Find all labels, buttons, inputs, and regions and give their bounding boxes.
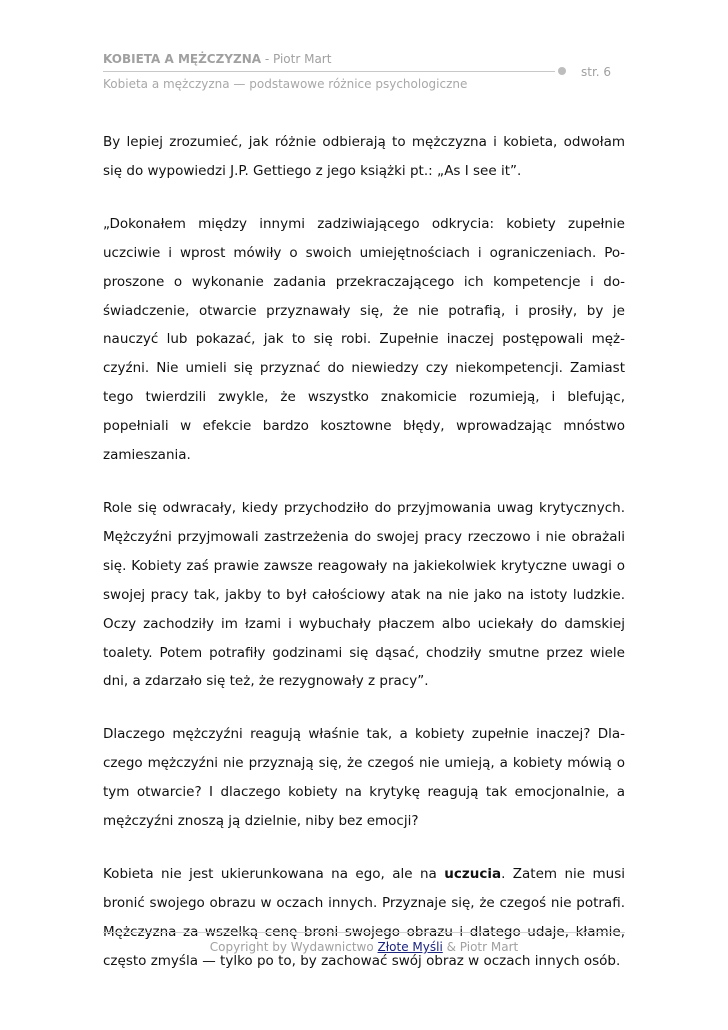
header-divider [103,71,555,72]
paragraph-3-quote: Role się odwracały, kiedy przychodziło do przyjmowania uwag krytycznych. Mężczyźni przyjmowali zastrzeżenia do swojej pracy rzeczowo i nie obrażali się. Kobiety zaś prawie zawsze reagowały na jakiekolwiek krytyczne uwagi o swojej pracy tak, jakby to był całościowy atak na nie jako na istoty ludzkie. Oczy zachodziły im łzami i wybuchały płaczem albo uciekały do damskiej toalety. Potem potrafiły godzinami się dąsać, chodziły smutne przez wiele dni, a zdarzało się też, że rezygnowały z pracy”. [103,499,625,690]
header-title [103,51,625,67]
copyright-suffix: & Piotr Mart [442,940,519,954]
author-name: Piotr Mart [273,52,332,66]
footer-divider [103,932,625,933]
emphasis-feelings: uczucia [444,865,502,882]
page-footer [103,940,625,954]
page-header [103,51,625,91]
chapter-subtitle: Kobieta a mężczyzna — podstawowe różnice psychologiczne [103,77,468,91]
book-title: KOBIETA A MĘŻCZYZNA [103,52,262,66]
paragraph-5-start: Kobieta nie jest ukierunkowana na ego, ale na [103,865,445,882]
publisher-link[interactable]: Złote Myśli [377,940,443,954]
title-separator: - [261,52,273,66]
page-number: str. 6 [581,65,612,79]
bullet-dot-icon [558,67,566,75]
paragraph-5-end: . Zatem nie musi bronić swojego obrazu w oczach innych. Przyznaje się, że czegoś nie potrafi. Mężczyzna za wszelką cenę broni swojego obrazu i dlatego udaje, kłamie, często zmyśla — tylko po to, by zachować swój obraz w oczach innych osób. [103,865,626,969]
paragraph-1: By lepiej zrozumieć, jak różnie odbierają to mężczyzna i kobieta, odwołam się do wypowiedzi J.P. Gettiego z jego książki pt.: „As I see it”. [103,134,625,179]
main-text [103,128,625,976]
copyright-prefix: Copyright by Wydawnictwo [209,940,378,954]
paragraph-5 [103,860,625,976]
paragraph-2-quote: „Dokonałem między innymi zadziwiającego odkrycia: kobiety zupełnie uczciwie i wprost mówiły o swoich umiejętnościach i ograniczeniach. Poproszone o wykonanie zadania przekraczającego ich kompetencje i doświadczenie, otwarcie przyznawały się, że nie potrafią, i prosiły, by je nauczyć lub pokazać, jak to się robi. Zupełnie inaczej postępowali mężczyźni. Nie umieli się przyznać do niewiedzy czy niekompetencji. Zamiast tego twierdzili zwykle, że wszystko znakomicie rozumieją, i blefując, popełniali w efekcie bardzo kosztowne błędy, wprowadzając mnóstwo zamieszania. [103,215,625,464]
paragraph-4: Dlaczego mężczyźni reagują właśnie tak, a kobiety zupełnie inaczej? Dlaczego mężczyźni nie przyznają się, że czegoś nie umieją, a kobiety mówią o tym otwarcie? I dlaczego kobiety na krytykę reagują tak emocjonalnie, a mężczyźni znoszą ją dzielnie, niby bez emocji? [103,726,625,830]
